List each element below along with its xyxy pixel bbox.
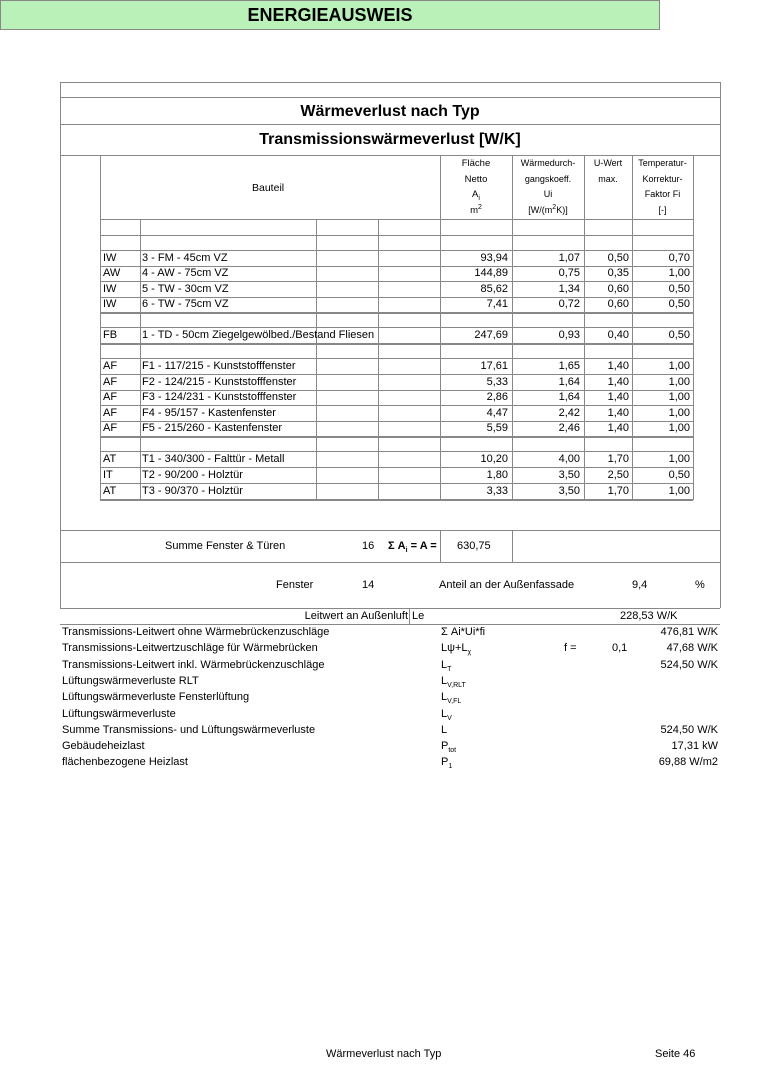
- row-area: 10,20: [480, 453, 508, 465]
- row-umax: 1,40: [607, 422, 629, 434]
- row-fi: 1,00: [668, 422, 690, 434]
- column-header-temperatur: Temperatur- Korrektur- Faktor Fi [-]: [638, 158, 687, 215]
- divider: [60, 82, 61, 530]
- result-symbol: $L_{V,FL}$: [441, 691, 462, 706]
- row-fi: 1,00: [668, 360, 690, 372]
- row-umax: 1,40: [607, 391, 629, 403]
- result-value: 524,50 W/K: [660, 723, 718, 736]
- row-area: 85,62: [480, 283, 508, 295]
- row-fi: 1,00: [668, 391, 690, 403]
- result-label: Lüftungswärmeverluste: [62, 707, 176, 720]
- result-label: Gebäudeheizlast: [62, 740, 145, 753]
- divider: [100, 500, 693, 501]
- row-fi: 0,50: [668, 283, 690, 295]
- row-ui: 1,65: [558, 360, 580, 372]
- section-title: Wärmeverlust nach Typ: [300, 103, 480, 120]
- row-area: 2,86: [486, 391, 508, 403]
- row-area: 7,41: [486, 298, 508, 310]
- row-area: 17,61: [480, 360, 508, 372]
- footer-page-number: Seite 46: [655, 1048, 696, 1060]
- row-name: F2 - 124/215 - Kunststofffenster: [142, 376, 297, 388]
- divider: [440, 530, 441, 562]
- row-name: T2 - 90/200 - Holztür: [142, 469, 243, 481]
- divider: [720, 530, 721, 608]
- row-area: 144,89: [474, 267, 508, 279]
- row-ui: 0,75: [558, 267, 580, 279]
- divider: [60, 97, 720, 98]
- result-symbol: $L_T$: [441, 658, 452, 673]
- result-symbol: L: [441, 723, 448, 736]
- row-name: T3 - 90/370 - Holztür: [142, 485, 243, 497]
- footer-title: Wärmeverlust nach Typ: [326, 1048, 442, 1060]
- divider: [512, 530, 513, 562]
- result-label: Lüftungswärmeverluste RLT: [62, 674, 199, 687]
- row-umax: 2,50: [607, 469, 629, 481]
- row-name: 4 - AW - 75cm VZ: [142, 267, 229, 279]
- row-type: AT: [103, 485, 117, 497]
- result-value: 524,50 W/K: [660, 658, 718, 671]
- divider: [60, 562, 720, 563]
- row-ui: 0,72: [558, 298, 580, 310]
- divider: [60, 82, 720, 83]
- divider: [720, 82, 721, 530]
- anteil-value: 9,4: [632, 579, 648, 591]
- result-symbol: Σ Ai*Ui*fi: [441, 626, 486, 638]
- row-umax: 0,60: [607, 298, 629, 310]
- result-label: Transmissions-Leitwert inkl. Wärmebrückenzuschläge: [62, 658, 325, 671]
- row-area: 3,33: [486, 485, 508, 497]
- row-ui: 3,50: [558, 485, 580, 497]
- divider: [60, 124, 720, 125]
- row-name: F4 - 95/157 - Kastenfenster: [142, 407, 276, 419]
- row-type: FB: [103, 329, 118, 341]
- row-name: 3 - FM - 45cm VZ: [142, 252, 228, 264]
- document-title: ENERGIEAUSWEIS: [247, 4, 413, 25]
- row-umax: 0,35: [607, 267, 629, 279]
- row-fi: 1,00: [668, 485, 690, 497]
- row-ui: 1,34: [558, 283, 580, 295]
- row-ui: 3,50: [558, 469, 580, 481]
- row-type: AF: [103, 376, 118, 388]
- result-symbol: $L_{V,RLT}$: [441, 674, 466, 690]
- divider: [693, 219, 694, 500]
- row-umax: 1,40: [607, 407, 629, 419]
- row-type: AT: [103, 453, 117, 465]
- result-label: flächenbezogene Heizlast: [62, 756, 188, 769]
- row-fi: 1,00: [668, 407, 690, 419]
- result-label: Lüftungswärmeverluste Fensterlüftung: [62, 691, 250, 704]
- le-label: Leitwert an Außenluft: [304, 610, 408, 622]
- divider: [100, 313, 693, 314]
- result-value: 476,81 W/K: [660, 626, 718, 638]
- row-ui: 4,00: [558, 453, 580, 465]
- row-name: F5 - 215/260 - Kastenfenster: [142, 422, 283, 434]
- sum-count: 16: [362, 540, 375, 552]
- row-type: AF: [103, 360, 118, 372]
- result-value: 47,68 W/K: [666, 642, 718, 655]
- row-ui: 0,93: [558, 329, 580, 341]
- row-name: F3 - 124/231 - Kunststofffenster: [142, 391, 297, 403]
- divider: [693, 155, 694, 219]
- row-name: 1 - TD - 50cm Ziegelgewölbed./Bestand Fliesen: [142, 329, 375, 341]
- result-symbol: $L_V$: [441, 707, 452, 722]
- divider: [378, 219, 379, 500]
- row-fi: 1,00: [668, 453, 690, 465]
- row-type: AF: [103, 407, 118, 419]
- row-name: 6 - TW - 75cm VZ: [142, 298, 229, 310]
- row-area: 1,80: [486, 469, 508, 481]
- divider: [140, 219, 141, 500]
- row-type: IW: [103, 283, 117, 295]
- le-value: 228,53 W/K: [620, 610, 678, 622]
- table-subtitle: Transmissionswärmeverlust [W/K]: [259, 131, 521, 148]
- row-name: F1 - 117/215 - Kunststofffenster: [142, 360, 296, 372]
- column-header-uwert: U-Wert max.: [593, 158, 623, 184]
- row-fi: 0,50: [668, 329, 690, 341]
- divider: [60, 530, 61, 608]
- divider: [409, 608, 410, 624]
- document-title-banner: [0, 0, 660, 30]
- row-ui: 1,64: [558, 376, 580, 388]
- divider: [100, 437, 693, 438]
- row-ui: 2,42: [558, 407, 580, 419]
- divider: [100, 344, 693, 345]
- row-type: IT: [103, 469, 113, 481]
- column-header-waermedurchgang: Wärmedurch- gangskoeff. Ui $[W/(m^2K)]$: [520, 158, 576, 215]
- sum-formula: Σ $A_i = A$ =: [388, 540, 437, 555]
- sum-value: 630,75: [457, 540, 491, 552]
- row-fi: 0,50: [668, 298, 690, 310]
- result-symbol: $L\psi+L_\chi$: [441, 642, 472, 657]
- row-area: 5,33: [486, 376, 508, 388]
- row-area: 93,94: [480, 252, 508, 264]
- row-umax: 0,60: [607, 283, 629, 295]
- result-label: Transmissions-Leitwert ohne Wärmebrückenzuschläge: [62, 626, 330, 638]
- row-type: AW: [103, 267, 121, 279]
- row-umax: 1,40: [607, 376, 629, 388]
- row-type: IW: [103, 252, 117, 264]
- anteil-label: Anteil an der Außenfassade: [439, 579, 575, 591]
- row-area: 4,47: [486, 407, 508, 419]
- anteil-unit: %: [695, 579, 705, 591]
- row-umax: 0,50: [607, 252, 629, 264]
- row-fi: 1,00: [668, 267, 690, 279]
- fenster-count: 14: [362, 579, 375, 591]
- row-fi: 0,50: [668, 469, 690, 481]
- row-fi: 0,70: [668, 252, 690, 264]
- row-area: 5,59: [486, 422, 508, 434]
- column-header-bauteil: Bauteil: [252, 182, 285, 194]
- result-value: 17,31 kW: [671, 740, 718, 753]
- row-ui: 1,07: [558, 252, 580, 264]
- row-type: IW: [103, 298, 117, 310]
- row-umax: 1,70: [607, 453, 629, 465]
- column-header-flaeche: Fläche Netto $A_i$ $m^2$: [461, 158, 491, 216]
- f-label: f =: [564, 642, 577, 654]
- row-umax: 0,40: [607, 329, 629, 341]
- row-umax: 1,70: [607, 485, 629, 497]
- le-symbol: Le: [412, 610, 425, 622]
- divider: [100, 235, 693, 236]
- result-symbol: $P_1$: [441, 756, 453, 771]
- row-name: T1 - 340/300 - Falttür - Metall: [142, 453, 285, 465]
- divider: [316, 219, 317, 500]
- result-symbol: $P_{tot}$: [441, 740, 457, 755]
- row-type: AF: [103, 422, 118, 434]
- divider: [60, 530, 720, 531]
- sum-label: Summe Fenster & Türen: [165, 540, 286, 552]
- row-umax: 1,40: [607, 360, 629, 372]
- row-ui: 1,64: [558, 391, 580, 403]
- divider: [100, 219, 693, 220]
- row-ui: 2,46: [558, 422, 580, 434]
- result-label: Summe Transmissions- und Lüftungswärmeverluste: [62, 723, 316, 736]
- row-fi: 1,00: [668, 376, 690, 388]
- f-value: 0,1: [612, 642, 628, 654]
- fenster-label: Fenster: [276, 579, 314, 591]
- row-area: 247,69: [474, 329, 508, 341]
- row-name: 5 - TW - 30cm VZ: [142, 283, 229, 295]
- result-label: Transmissions-Leitwertzuschläge für Wärmebrücken: [62, 642, 318, 655]
- result-value: 69,88 W/m2: [658, 756, 718, 769]
- row-type: AF: [103, 391, 118, 403]
